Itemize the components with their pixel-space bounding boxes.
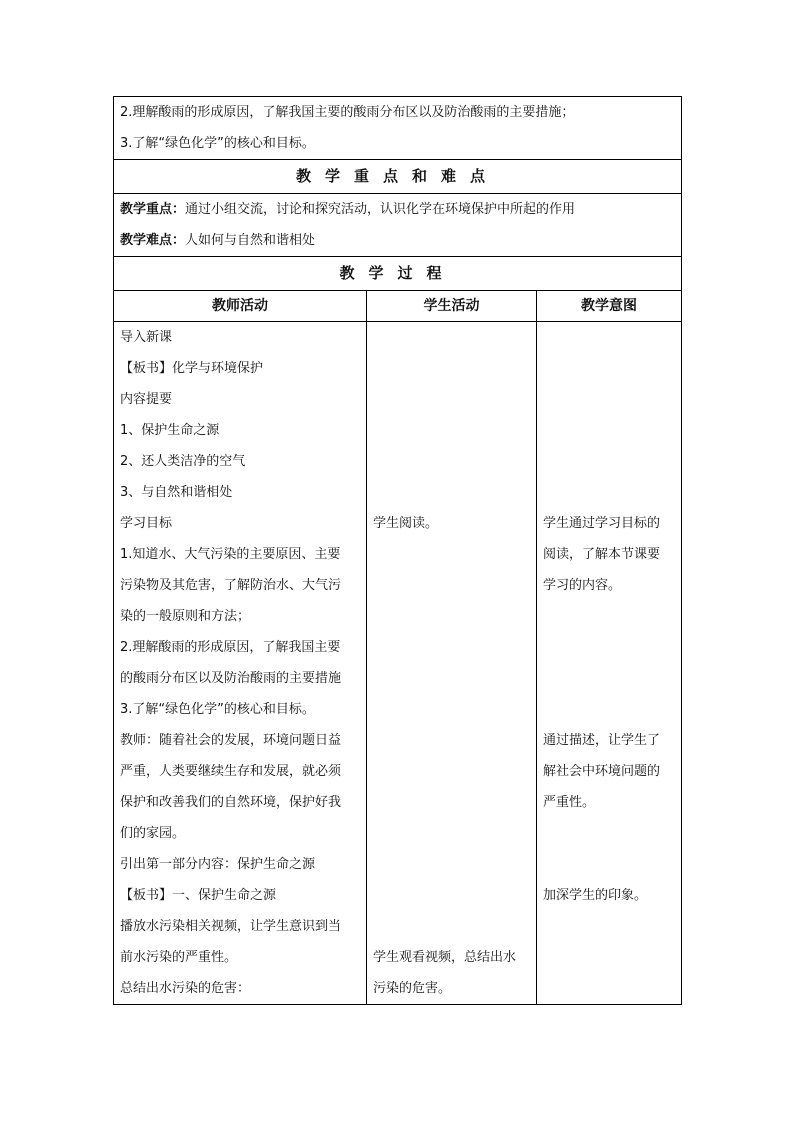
teacher-line: 染的一般原则和方法； bbox=[120, 609, 251, 624]
difficulty-label: 教学难点： bbox=[120, 233, 186, 248]
teacher-line: 1.知道水、大气污染的主要原因、主要 bbox=[120, 547, 341, 562]
focus-label: 教学重点： bbox=[120, 202, 186, 217]
teacher-line: 引出第一部分内容：保护生命之源 bbox=[120, 857, 316, 872]
teacher-activity-cell bbox=[114, 322, 367, 1005]
teaching-intent-header: 教学意图 bbox=[537, 291, 682, 322]
process-title-row bbox=[114, 257, 682, 291]
teacher-line: 前水污染的严重性。 bbox=[120, 950, 238, 965]
spacer bbox=[543, 818, 675, 880]
teacher-line: 3.了解“绿色化学”的核心和目标。 bbox=[120, 702, 315, 717]
teacher-line: 导入新课 bbox=[120, 330, 173, 345]
focus-text: 通过小组交流，讨论和探究活动，认识化学在环境保护中所起的作用 bbox=[185, 202, 576, 217]
teacher-line: 的酸雨分布区以及防治酸雨的主要措施 bbox=[120, 671, 342, 686]
teacher-line: 保护和改善我们的自然环境，保护好我 bbox=[120, 795, 342, 810]
intent-desc-line: 严重性。 bbox=[543, 795, 596, 810]
key-points-title: 教学重点和难点 bbox=[114, 160, 682, 194]
teacher-line: 1、保护生命之源 bbox=[120, 423, 220, 438]
teaching-difficulty bbox=[120, 225, 675, 256]
teacher-line: 2、还人类洁净的空气 bbox=[120, 454, 246, 469]
key-points-row bbox=[114, 194, 682, 257]
lesson-plan-table bbox=[113, 96, 682, 1005]
objective-3: 3.了解“绿色化学”的核心和目标。 bbox=[120, 136, 315, 151]
teacher-line: 污染物及其危害，了解防治水、大气污 bbox=[120, 578, 342, 593]
student-reading: 学生阅读。 bbox=[373, 516, 439, 531]
teacher-line: 教师：随着社会的发展，环境问题日益 bbox=[120, 733, 342, 748]
intent-goal-line: 阅读，了解本节课要 bbox=[543, 547, 661, 562]
student-video-line: 学生观看视频，总结出水 bbox=[373, 950, 517, 965]
teacher-line: 内容提要 bbox=[120, 392, 173, 407]
objectives-cell bbox=[114, 97, 682, 160]
teacher-line: 2.理解酸雨的形成原因，了解我国主要 bbox=[120, 640, 341, 655]
student-activity-cell bbox=[367, 322, 537, 1005]
intent-impression: 加深学生的印象。 bbox=[543, 888, 648, 903]
intent-goal-line: 学生通过学习目标的 bbox=[543, 516, 661, 531]
objectives-row bbox=[114, 97, 682, 160]
teacher-line: 播放水污染相关视频，让学生意识到当 bbox=[120, 919, 342, 934]
teacher-line: 总结出水污染的危害： bbox=[120, 981, 251, 996]
teacher-line: 学习目标 bbox=[120, 516, 173, 531]
intent-desc-line: 解社会中环境问题的 bbox=[543, 764, 661, 779]
lesson-plan-page bbox=[113, 96, 681, 1005]
student-video-line: 污染的危害。 bbox=[373, 981, 452, 996]
teacher-activity-header: 教师活动 bbox=[114, 291, 367, 322]
key-points-cell bbox=[114, 194, 682, 257]
teaching-focus bbox=[120, 194, 675, 225]
objective-2: 2.理解酸雨的形成原因，了解我国主要的酸雨分布区以及防治酸雨的主要措施； bbox=[120, 105, 575, 120]
difficulty-text: 人如何与自然和谐相处 bbox=[185, 233, 316, 248]
intent-goal-line: 学习的内容。 bbox=[543, 578, 622, 593]
spacer bbox=[373, 539, 530, 942]
teaching-intent-cell bbox=[537, 322, 682, 1005]
teacher-line: 们的家园。 bbox=[120, 826, 186, 841]
spacer bbox=[373, 322, 530, 508]
process-title: 教学过程 bbox=[114, 257, 682, 291]
teacher-line: 3、与自然和谐相处 bbox=[120, 485, 233, 500]
teacher-line: 【板书】一、保护生命之源 bbox=[120, 888, 277, 903]
teacher-line: 【板书】化学与环境保护 bbox=[120, 361, 264, 376]
student-activity-header: 学生活动 bbox=[367, 291, 537, 322]
intent-desc-line: 通过描述，让学生了 bbox=[543, 733, 661, 748]
teacher-line: 严重，人类要继续生存和发展，就必须 bbox=[120, 764, 342, 779]
spacer bbox=[543, 601, 675, 725]
process-body-row bbox=[114, 322, 682, 1005]
column-header-row bbox=[114, 291, 682, 322]
spacer bbox=[543, 322, 675, 508]
key-points-title-row bbox=[114, 160, 682, 194]
